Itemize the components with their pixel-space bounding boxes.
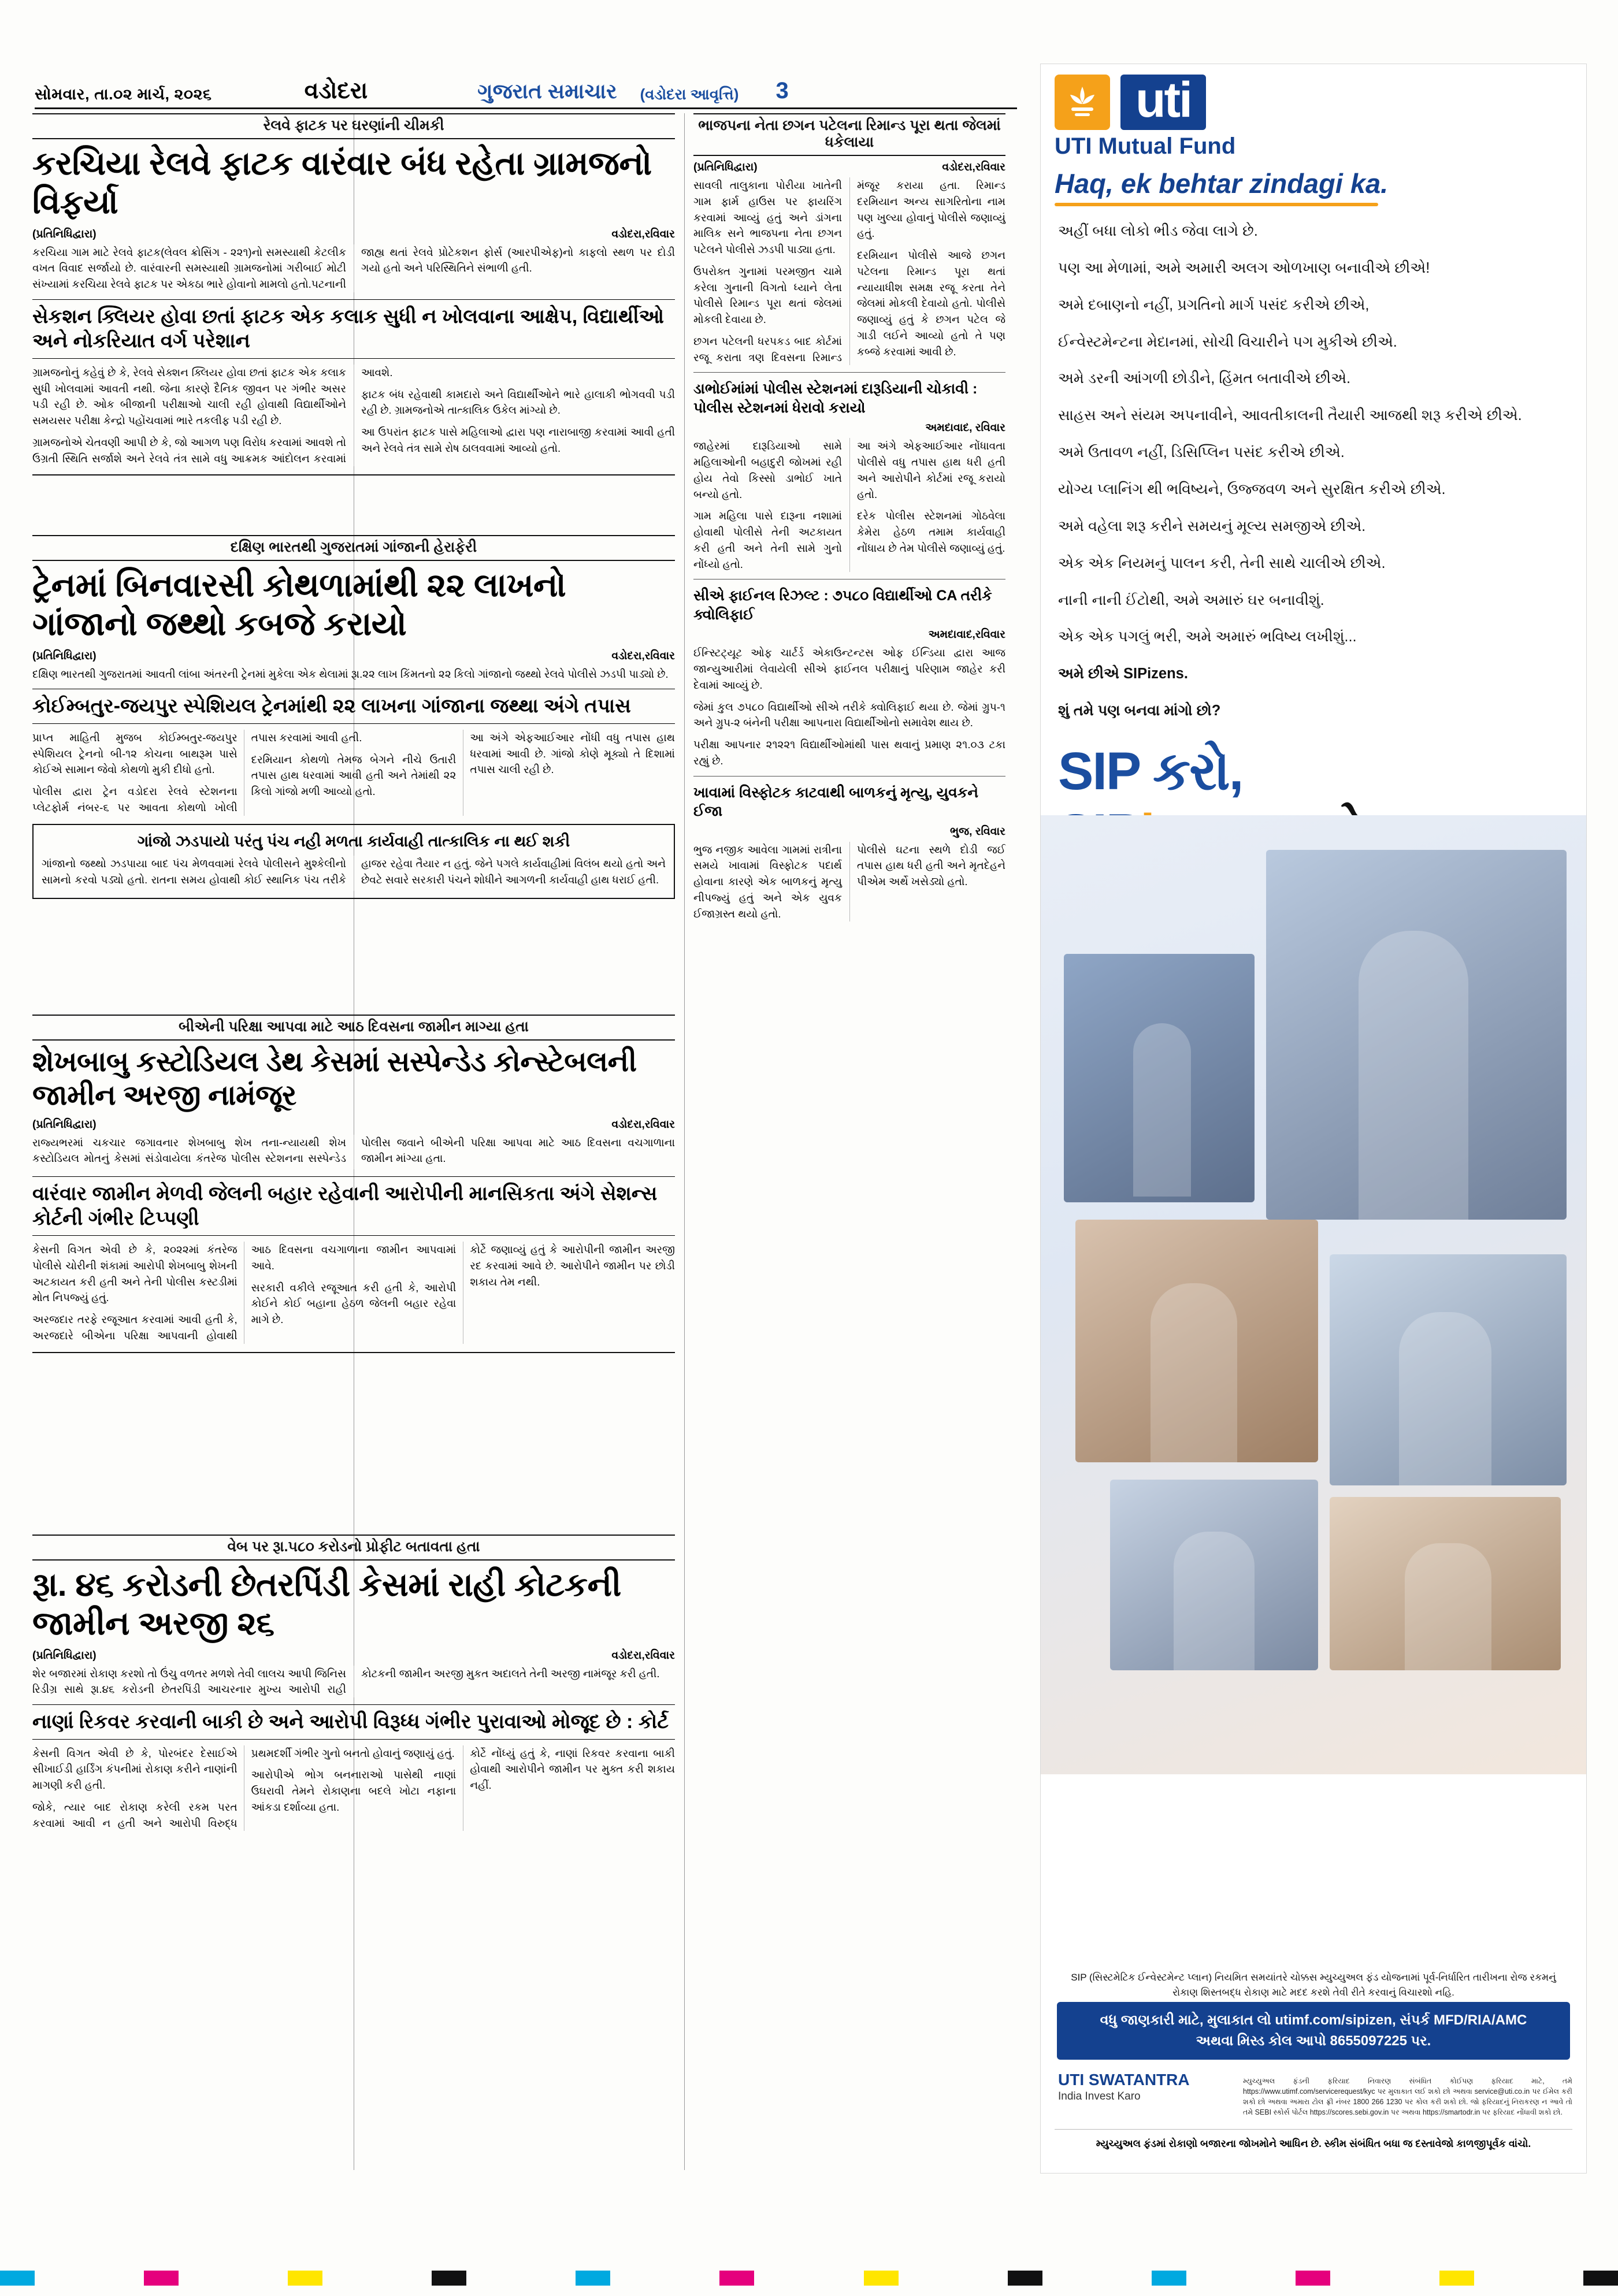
byline-place-date: ભુજ, રવિવાર xyxy=(949,825,1005,838)
article-subheadline: કોઈમ્બતુર-જયપુર સ્પેશિયલ ટ્રેનમાંથી ૨૨ લાખના ગાંજાના જથ્થા અંગે તપાસ xyxy=(32,689,675,724)
article-byline xyxy=(32,228,675,241)
byline-place-date: વડોદરા,રવિવાર xyxy=(611,228,675,240)
news-column-3 xyxy=(693,113,1005,2170)
paragraph: કોર્ટે જણાવ્યું હતું કે આરોપીની જામીન અરજી રદ કરવામાં આવે છે. આરોપીને જામીન પર છોડી શકાય તેમ નથી. xyxy=(470,1243,675,1288)
article-byline xyxy=(693,629,1005,641)
uti-lotus-icon xyxy=(1055,75,1110,130)
byline-place-date: અમદાવાદ, રવિવાર xyxy=(925,422,1005,434)
divider xyxy=(32,474,675,475)
ad-photo-2 xyxy=(1266,850,1567,1220)
paragraph: ભુજ નજીક આવેલા ગામમાં રાત્રીના સમયે ખાવામાં વિસ્ફોટક પદાર્થ હોવાના કારણે એક બાળકનું મૃત્યુ નીપજ્યું હતું અને એક યુવક ઈજાગ્રસ્ત થયો હતો. xyxy=(693,843,842,920)
lead-paragraph: શેર બજારમાં રોકાણ કરશો તો ઉંચુ વળતર મળશે તેવી લાલચ આપી જિનિસ રિડીગ્ર સાથે રૂા.૪૬ કરોડની છેતરપિંડી આચરનાર મુખ્ય આરોપી રાહી કોટકની જામીન અરજી મુકત અદાલતે તેની અરજી નામંજૂર કરી હતી. xyxy=(32,1667,660,1696)
article-police-station-gherao xyxy=(693,380,1005,579)
paragraph: જોકે, ત્યાર બાદ રોકાણ કરેલી રકમ પરત કરવામાં આવી ન હતી અને આરોપી વિરુદ્ધ પ્રથમદર્શી ગંભીર ગુનો બનતો હોવાનું જણાયું હતું. xyxy=(32,1747,455,1829)
ad-cta-line-1: વધુ જાણકારી માટે, મુલાકાત લો utimf.com/sipizen, સંપર્ક MFD/RIA/AMC xyxy=(1100,2012,1527,2028)
ad-photo-5 xyxy=(1110,1480,1318,1670)
paragraph: કોર્ટે નોંધ્યું હતું કે, નાણાં રિકવર કરવાના બાકી હોવાથી આરોપીને જામીન પર મુક્ત કરી શકાય નહીં. xyxy=(470,1747,675,1791)
byline-place-date: વડોદરા,રવિવાર xyxy=(611,1118,675,1131)
byline-reporter: (પ્રતિનિધિદ્વારા) xyxy=(32,1649,97,1662)
sip-headline-line1: SIP કરો, xyxy=(1058,742,1243,801)
ad-copy-line: એક એક પગલું ભરી, અમે અમારું ભવિષ્ય લખીશું... xyxy=(1058,629,1357,645)
ad-cta-banner[interactable] xyxy=(1057,2002,1570,2060)
paragraph: ગામ મહિલા પાસે દારૂના નશામાં હોવાથી પોલીસે તેની અટકાયત કરી હતી અને તેની સામે ગુનો નોંધ્યો હતો. xyxy=(693,510,842,570)
article-custodial-death xyxy=(32,1015,675,1361)
article-byline xyxy=(693,161,1005,174)
article-kicker: દક્ષિણ ભારતથી ગુજરાતમાં ગાંજાની હેરાફેરી xyxy=(32,535,675,561)
paragraph: આ ઉપરાંત ફાટક પાસે મહિલાઓ દ્વારા પણ નારાબાજી કરવામાં આવી હતી અને રેલવે તંત્ર સામે રોષ ઠાલવવામાં આવ્યો હતો. xyxy=(361,426,675,454)
article-subheadline: વારંવાર જામીન મેળવી જેલની બહાર રહેવાની આરોપીની માનસિકતા અંગે સેશન્સ કોર્ટની ગંભીર ટિપ્પણી xyxy=(32,1176,675,1236)
ad-swatantra-logo xyxy=(1058,2070,1231,2104)
byline-place-date: વડોદરા,રવિવાર xyxy=(611,649,675,662)
article-lead xyxy=(32,1135,675,1170)
paragraph: જેમાં કુલ ૭૫૮૦ વિદ્યાર્થીઓ સીએ તરીકે ક્વોલિફાઈ થયા છે. જેમાં ગ્રુપ-૧ અને ગ્રુપ-૨ બંનેની પરીક્ષા આપનારા વિદ્યાર્થીઓનો સમાવેશ થાય છે. xyxy=(693,700,1005,729)
article-headline: ટ્રેનમાં બિનવારસી કોથળામાંથી ૨૨ લાખનો ગાંજાનો જથ્થો કબજે કરાયો xyxy=(32,567,566,643)
column-rule xyxy=(684,113,685,2170)
paragraph: અરજદાર તરફે રજૂઆત કરવામાં આવી હતી કે, અરજદારે બીએના પરિક્ષા આપવાની હોવાથી આઠ દિવસના વચગાળાના જામીન આપવામાં આવે. xyxy=(32,1243,457,1342)
paragraph: પરીક્ષા આપનાર ૨૧૨૨૧ વિદ્યાર્થીઓમાંથી પાસ થવાનું પ્રમાણ ૨૧.૦૩ ટકા રહ્યું છે. xyxy=(693,738,1005,767)
paragraph: દરેક પોલીસ સ્ટેશનમાં ગોઠવેલા કેમેરા હેઠળ તમામ કાર્યવાહી નોંધાય છે તેમ પોલીસે જણાવ્યું હતું. xyxy=(857,510,1005,554)
masthead-paper-name: ગુજરાત સમાચાર xyxy=(477,79,617,103)
ad-copy-line: અમે ડરની આંગળી છોડીને, હિંમત બતાવીએ છીએ. xyxy=(1058,370,1351,387)
ad-copy-line: પણ આ મેળામાં, અમે અમારી અલગ ઓળખાણ બનાવીએ છીએ! xyxy=(1058,259,1430,276)
article-kicker: વેબ પર રૂા.૫૮૦ કરોડનો પ્રોફીટ બતાવતા હતા xyxy=(32,1535,675,1561)
byline-reporter: (પ્રતિનિધિદ્વારા) xyxy=(32,649,97,662)
article-body xyxy=(693,177,1005,365)
sidebar-box-ganja xyxy=(32,824,675,899)
article-subheadline: સેકશન ક્લિયર હોવા છતાં ફાટક એક કલાક સુધી ન ખોલવાના આક્ષેપ, વિદ્યાર્થીઓ અને નોકરિયાત વર્ગ પરેશાન xyxy=(32,299,675,359)
article-byline xyxy=(693,826,1005,838)
ad-copy-line: સાહસ અને સંયમ અપનાવીને, આવતીકાલની તૈયારી આજથી શરૂ કરીએ છીએ. xyxy=(1058,407,1522,424)
article-ganja-seizure xyxy=(32,535,675,907)
article-bjp-leader-remand xyxy=(693,113,1005,373)
paragraph: છગન પટેલની ધરપકડ બાદ કોર્ટમાં રજૂ કરાતા ત્રણ દિવસના રિમાન્ડ મંજૂર કરાયા હતા. રિમાન્ડ દરમિયાન અન્ય સાગરિતોના નામ પણ ખુલ્યા હોવાનું પોલીસે જણાવ્યું હતું. xyxy=(693,179,1005,363)
article-subheadline: નાણાં રિકવર કરવાની બાકી છે અને આરોપી વિરૂધ્ધ ગંભીર પુરાવાઓ મોજૂદ છે : કોર્ટ xyxy=(32,1704,675,1740)
paragraph: આ અંગે એફઆઈઆર નોંધી વધુ તપાસ હાથ ધરવામાં આવી છે. ગાંજો કોણે મૂક્યો તે દિશામાં તપાસ ચાલી રહી છે. xyxy=(470,731,675,776)
masthead xyxy=(35,64,1017,109)
article-body xyxy=(693,645,1005,768)
article-railway-crossing xyxy=(32,113,675,484)
ad-copy-line: અમે દબાણનો નહીં, પ્રગતિનો માર્ગ પસંદ કરીએ છીએ, xyxy=(1058,296,1370,313)
paragraph: ગાંજાનો જથ્થો ઝડપાયા બાદ પંચ મેળવવામાં રેલવે પોલીસને મુશ્કેલીનો સામનો કરવો પડ્યો હતો. રાતના સમય હોવાથી કોઈ સ્થાનિક પંચ તરીકે હાજર રહેવા તૈયાર ન હતું. જેને પગલે કાર્યવાહીમાં વિલંબ થયો હતો અને છેવટે સવારે સરકારી પંચને શોધીને આગળની કાર્યવાહી હાથ ધરાઈ હતી. xyxy=(42,857,666,886)
ad-photo-6 xyxy=(1330,1497,1561,1670)
article-byline xyxy=(32,1649,675,1662)
paragraph: કેસની વિગત એવી છે કે, ૨૦૨૨માં કંતરેજ પોલીસે ચોરીની શંકામાં આરોપી શેખબાબુ શેખની અટકાયત કરી હતી અને તેની પોલીસ કસ્ટડીમાં મોત નિપજ્યું હતું. xyxy=(32,1243,237,1304)
divider xyxy=(693,776,1005,777)
swatantra-subtitle: India Invest Karo xyxy=(1058,2090,1141,2103)
divider xyxy=(693,372,1005,373)
paragraph: ગ્રામજનોએ ચેતવણી આપી છે કે, જો આગળ પણ વિરોધ કરવામાં આવશે તો ઉગ્રતી સ્થિતિ સર્જાશે અને રેલવે તંત્ર સામે વધુ આક્રમક આંદોલન કરવામાં આવશે. xyxy=(32,366,393,465)
byline-reporter: (પ્રતિનિધિદ્વારા) xyxy=(32,228,97,240)
article-kicker: ખાવામાં વિસ્ફોટક કાટવાથી બાળકનું મૃત્યુ, યુવકને ઈજા xyxy=(693,784,978,819)
ad-sip-disclaimer: SIP (સિસ્ટમેટિક ઈન્વેસ્ટમેન્ટ પ્લાન) નિયમિત સમયાંતરે ચોક્કસ મ્યુચ્યુઅલ ફંડ યોજનામાં પૂર્વ-નિર્ધારિત તારીખના રોજ રકમનું રોકાણ શિસ્તબદ્ધ રોકાણ માટે મદદ કરશે તેવી રીતે કરવાનું વિચારશો નહિ. xyxy=(1071,1972,1556,1998)
ad-copy-line: એક એક નિયમનું પાલન કરી, તેની સાથે ચાલીએ છીએ. xyxy=(1058,555,1386,571)
swatantra-title: UTI SWATANTRA xyxy=(1058,2071,1190,2089)
box-body xyxy=(42,856,666,891)
printer-color-bar xyxy=(0,2271,1618,2286)
article-body xyxy=(32,730,675,816)
article-byline xyxy=(32,650,675,663)
paragraph: આ અંગે એફઆઈઆર નોંધાવતા પોલીસે વધુ તપાસ હાથ ધરી હતી અને આરોપીને કોર્ટમાં રજૂ કરાયો હતો. xyxy=(857,440,1005,500)
ad-photo-1 xyxy=(1064,954,1255,1202)
article-kicker: રેલવે ફાટક પર ઘરણાંની ચીમકી xyxy=(32,113,675,139)
paragraph: પ્રાપ્ત માહિતી મુજબ કોઈમ્બતુર-જયપુર સ્પેશિયલ ટ્રેનનો બી-૧૨ કોચના બાથરૂમ પાસે કોઈએ સામાન જેવો કોથળો મુકી દીધો હતો. xyxy=(32,731,237,776)
paragraph: ફાટક બંધ રહેવાથી કામદારો અને વિદ્યાર્થીઓને ભારે હાલાકી ભોગવવી પડી રહી છે. ગ્રામજનોએ તાત્કાલિક ઉકેલ માંગ્યો છે. xyxy=(361,388,675,417)
ad-fine-print: મ્યુચ્યુઅલ ફંડની ફરિયાદ નિવારણ સંબંધિત કોઈપણ ફરિયાદ માટે, તમે https://www.utimf.com/servicerequest/kyc પર મુલાકાત લઈ શકો છો અથવા service@uti.co.in પર ઈમેલ કરી શકો છો અથવા અમારા ટોલ ફ્રી નંબર 1800 266 1230 પર કોલ કરી શકો છો. જો ફરિયાદનું નિરાકરણ ન આવે તો તમે SEBI સ્કોર્સ પોર્ટલ https://scores.sebi.gov.in પર અથવા https://smartodr.in પર ફરિયાદ નોંધાવી શકો છો. xyxy=(1243,2076,1572,2116)
ad-cta-line-2: અથવા મિસ્ડ કોલ આપો 8655097225 પર. xyxy=(1196,2033,1431,2049)
paragraph: પોલીસ દ્વારા ટ્રેન વડોદરા રેલવે સ્ટેશનના પ્લેટફોર્મ નંબર-૬ પર આવતા કોથળો ખોલી તપાસ કરવામાં આવી હતી. xyxy=(32,731,362,813)
article-lead xyxy=(32,666,675,682)
byline-place-date: અમદાવાદ,રવિવાર xyxy=(928,629,1005,641)
paragraph: જાહેરમાં દારૂડિયાઓ સામે મહિલાઓની બહાદુરી જોખમાં રહી હોય તેવો કિસ્સો ડાભોઈ ખાતે બન્યો હતો. xyxy=(693,440,842,500)
paragraph: સરકારી વકીલે રજૂઆત કરી હતી કે, આરોપી કોઈને કોઈ બહાના હેઠળ જેલની બહાર રહેવા માગે છે. xyxy=(251,1281,457,1326)
ad-tagline: Haq, ek behtar zindagi ka. xyxy=(1055,168,1389,199)
ad-photo-3 xyxy=(1075,1220,1318,1462)
byline-reporter: (પ્રતિનિધિદ્વારા) xyxy=(693,161,758,173)
ad-copy xyxy=(1041,206,1586,724)
masthead-date: સોમવાર, તા.૦૨ માર્ચ, ૨૦૨૬ xyxy=(35,86,212,103)
article-headline: રૂા. ૪૬ કરોડની છેતરપિંડી કેસમાં રાહી કોટકની જામીન અરજી ૨૬ xyxy=(32,1566,621,1643)
article-headline: કરચિયા રેલવે ફાટક વારંવાર બંધ રહેતા ગ્રામજનો વિફર્યા xyxy=(32,145,652,221)
ad-photo-collage xyxy=(1041,815,1586,1774)
lead-paragraph: કરચિયા ગામ માટે રેલવે ફાટક(લેવલ ક્રોસિંગ - ૨૨૧)નો સમસ્યાથી કેટલીક વખત વિવાદ સર્જાયો છે. વારંવારની સમસ્યાથી ગ્રામજનોમાં ગરીબાઈ મોટી સંખ્યામાં કરચિયા રેલવે ફાટક પર એકઠા ભારે હોવાનો મામલો હતો.પટનાની જાહ્ય થતાં રેલવે પ્રોટેકશન ફોર્સ (આરપીએફ)નો કાફલો સ્થળ પર દોડી ગયો હતો અને પરિસ્થિતિને સંભાળી હતી. xyxy=(32,246,675,290)
article-body xyxy=(32,1745,675,1831)
article-kicker: ભાજપના નેતા છગન પટેલના રિમાન્ડ પૂરા થતા જેલમાં ધકેલાયા xyxy=(693,113,1005,156)
article-explosive-food-death xyxy=(693,783,1005,922)
article-kicker: ડાભોઈમાંમાં પોલીસ સ્ટેશનમાં દારૂડિયાની ચોકાવી : પોલીસ સ્ટેશનમાં ધેરાવો કરાયો xyxy=(693,381,978,416)
ad-closing-statement: અમે છીએ SIPizens. xyxy=(1058,666,1188,682)
byline-place-date: વડોદરા,રવિવાર xyxy=(611,1649,675,1662)
paragraph: સાવલી તાલુકાના પોરીયા ખાતેની ગામ ફાર્મ હાઉસ પર ફાયરિંગ કરવામાં આવ્યું હતું અને ડાંગના માલિક સને ભાજપના નેતા છગન પટેલને પોલીસે ઝડપી પાડ્યા હતા. xyxy=(693,179,842,255)
ad-copy-line: અમે ઉતાવળ નહીં, ડિસિપ્લિન પસંદ કરીએ છીએ. xyxy=(1058,444,1345,461)
article-body xyxy=(32,1242,675,1344)
ad-brand-wordmark: uti xyxy=(1120,75,1206,130)
masthead-edition: (વડોદરા આવૃત્તિ) xyxy=(640,86,739,103)
lead-paragraph: રાજ્યભરમાં ચકચાર જગાવનાર શેખબાબુ શેખ તના-ન્યાયથી શેખ કસ્ટોડિયલ મોતનું કેસમાં સંડોવાયેલા કંતરેજ પોલીસ સ્ટેશનના સસ્પેન્ડેડ પોલીસ જવાને બીએની પરિક્ષા આપવા માટે આઠ દિવસના વચગાળાના જામીન માંગ્યા હતા. xyxy=(32,1136,675,1165)
ad-copy-line: ઈન્વેસ્ટમેન્ટના મેદાનમાં, સોચી વિચારીને પગ મુકીએ છીએ. xyxy=(1058,333,1397,350)
ad-logo-row xyxy=(1041,64,1586,130)
paragraph: પોલીસે ઘટના સ્થળે દોડી જઈ તપાસ હાથ ધરી હતી અને મૃતદેહને પીએમ અર્થે ખસેડ્યો હતો. xyxy=(857,843,1005,887)
article-lead xyxy=(32,244,675,292)
paragraph: દરમિયાન પોલીસે આજે છગન પટેલના રિમાન્ડ પૂરા થતાં ન્યાયાધીશ સમક્ષ રજૂ કરતા તેને જેલમાં મોકલી દેવાયો હતો. પોલીસે જણાવ્યું હતું કે છગન પટેલ જે ગાડી લઈને આવ્યો હતો તે પણ કબ્જે કરવામાં આવી છે. xyxy=(857,249,1005,358)
advertisement-uti-mutual-fund[interactable] xyxy=(1040,64,1587,2174)
paragraph: ઉપરોક્ત ગુનામાં પરમજીત ચામે કરેલા ગુનાની વિગતો ધ્યાને લેતા પોલીસે રિમાન્ડ પૂરા થતાં જેલમાં મોકલી દેવાયા છે. xyxy=(693,265,842,325)
lead-paragraph: દક્ષિણ ભારતથી ગુજરાતમાં આવતી લાંબા અંતરની ટ્રેનમાં મુકેલા એક થેલામાં રૂા.૨૨ લાખ કિંમતનો ૨૨ કિલો ગાંજાનો જથ્થો રેલવે પોલીસે ઝડપી પાડ્યો છે. xyxy=(32,667,669,680)
ad-photo-4 xyxy=(1330,1254,1567,1485)
paragraph: ગ્રામજનોનું કહેવું છે કે, રેલવે સેક્શન ક્લિયર હોવા છતાં ફાટક એક કલાક સુધી ખોલવામાં આવતી નથી. જેના કારણે દૈનિક જીવન પર ગંભીર અસર પડી રહી છે. ઓક બીજાની પરીક્ષાઓ ચાલી રહી હોવાથી વિદ્યાર્થીઓને સમયસર પરીક્ષા કેન્દ્રો પહોંચવામાં ભારે તકલીફ પડી રહી છે. xyxy=(32,366,346,426)
paragraph: દરમિયાન કોથળો તેમજ બેગને નીચે ઉતારી તપાસ હાથ ધરવામાં આવી હતી અને તેમાંથી ૨૨ કિલો ગાંજો મળી આવ્યો હતો. xyxy=(251,753,457,797)
box-headline: ગાંજો ઝડપાયો પરંતુ પંચ નહી મળતા કાર્યવાહી તાત્કાલિક ના થઈ શકી xyxy=(137,832,570,850)
article-lead xyxy=(32,1666,675,1698)
article-kicker: બીએની પરિક્ષા આપવા માટે આઠ દિવસના જામીન માગ્યા હતા xyxy=(32,1015,675,1041)
paragraph: ઈન્સ્ટિટ્યૂટ ઓફ ચાર્ટર્ડ એકાઉન્ટન્ટસ ઓફ ઈન્ડિયા દ્વારા આજ જાન્યુઆરીમાં લેવાયેલી સીએ ફાઈનલ પરીક્ષાનું પરિણામ જાહેર કરી દેવામાં આવ્યું છે. xyxy=(693,647,1005,691)
ad-copy-line: અમે વહેલા શરૂ કરીને સમયનું મૂલ્ય સમજીએ છીએ. xyxy=(1058,518,1366,534)
ad-risk-disclaimer: મ્યુચ્યુઅલ ફંડમાં રોકાણો બજારના જોખમોને આધિન છે. સ્કીમ સંબંધિત બધા જ દસ્તાવેજો કાળજીપૂર્વક વાંચો. xyxy=(1055,2129,1572,2150)
article-body xyxy=(693,438,1005,572)
article-byline xyxy=(32,1119,675,1131)
paragraph: કેસની વિગત એવી છે કે, પોરબંદર દેસાઈએ સીખાઈડી હાર્ડિંગ કંપનીમાં રોકાણ કરીને નાણાંની માગણી કરી હતી. xyxy=(32,1747,237,1791)
article-body xyxy=(693,842,1005,922)
masthead-city: વડોદરા xyxy=(304,78,368,103)
divider xyxy=(32,1352,675,1353)
paragraph: આરોપીએ ભોગ બનનારાઓ પાસેથી નાણાં ઉઘરાવી તેમને રોકાણના બદલે ખોટા નફાના આંકડા દર્શાવ્યા હતા. xyxy=(251,1769,457,1813)
byline-place-date: વડોદરા,રવિવાર xyxy=(942,161,1005,173)
ad-closing-question: શું તમે પણ બનવા માંગો છો? xyxy=(1058,703,1221,719)
news-content xyxy=(32,113,1022,2170)
byline-reporter: (પ્રતિનિધિદ્વારા) xyxy=(32,1118,97,1131)
ad-copy-line: અહીં બધા લોકો ભીડ જેવા લાગે છે. xyxy=(1058,223,1258,239)
article-headline: શેખબાબુ કસ્ટોડિયલ ડેથ કેસમાં સસ્પેન્ડેડ કોન્સ્ટેબલની જામીન અરજી નામંજૂર xyxy=(32,1046,637,1111)
article-body xyxy=(32,365,675,467)
ad-copy-line: યોગ્ય પ્લાનિંગ થી ભવિષ્યને, ઉજ્જવળ અને સુરક્ષિત કરીએ છીએ. xyxy=(1058,481,1446,498)
page-number: 3 xyxy=(775,78,789,103)
article-ca-final-result xyxy=(693,586,1005,776)
ad-copy-line: નાની નાની ઈંટોથી, અમે અમારું ઘર બનાવીશું. xyxy=(1058,592,1324,608)
ad-brand-name: UTI Mutual Fund xyxy=(1055,133,1236,159)
article-kicker: સીએ ફાઈનલ રિઝલ્ટ : ૭૫૮૦ વિદ્યાર્થીઓ CA તરીકે ક્વોલિફાઈ xyxy=(693,588,992,623)
article-byline xyxy=(693,422,1005,434)
article-fraud-bail xyxy=(32,1535,675,1831)
